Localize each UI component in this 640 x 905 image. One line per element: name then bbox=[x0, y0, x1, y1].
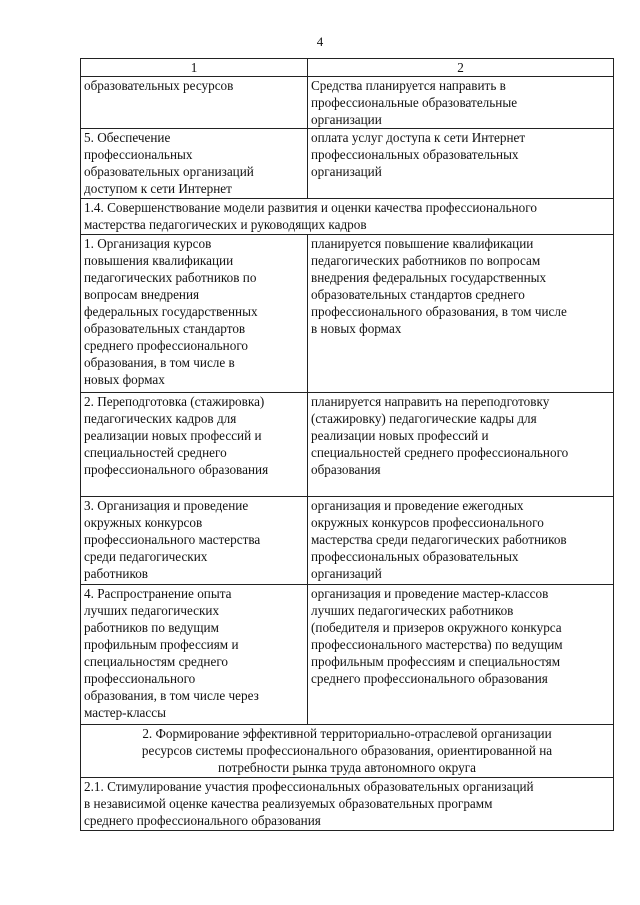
table-row bbox=[81, 497, 614, 585]
table-cell-col-1: 3. Организация и проведение окружных конкурсов профессионального мастерства среди педагогических работников bbox=[81, 497, 308, 585]
table-cell-col-2: организация и проведение мастер-классов лучших педагогических работников (победителя и призеров окружного конкурса профессионального мастерства) по ведущим профильным профессиям и специальностям среднего профессионального образования bbox=[308, 585, 614, 725]
table-cell-col-1: образовательных ресурсов bbox=[81, 77, 308, 129]
table-row bbox=[81, 393, 614, 497]
table-cell-col-1: 2. Переподготовка (стажировка) педагогических кадров для реализации новых профессий и специальностей среднего профессионального образования bbox=[81, 393, 308, 497]
table-header-row bbox=[81, 59, 614, 77]
table-cell-col-2: планируется повышение квалификации педагогических работников по вопросам внедрения федеральных государственных образовательных стандартов среднего профессионального образования, в том числе в новых формах bbox=[308, 235, 614, 393]
header-col-1: 1 bbox=[81, 59, 308, 77]
section-heading-2: 2. Формирование эффективной территориально-отраслевой организации ресурсов системы профессионального образования, ориентированной на потребности рынка труда автономного округа bbox=[81, 725, 614, 778]
table-row bbox=[81, 129, 614, 199]
document-table bbox=[80, 58, 614, 831]
table-row bbox=[81, 585, 614, 725]
table-cell-col-2: Средства планируется направить в профессиональные образовательные организации bbox=[308, 77, 614, 129]
section-heading-row bbox=[81, 725, 614, 778]
section-heading-row bbox=[81, 199, 614, 235]
table-cell-col-2: планируется направить на переподготовку (стажировку) педагогические кадры для реализации новых профессий и специальностей среднего профессионального образования bbox=[308, 393, 614, 497]
table-row bbox=[81, 77, 614, 129]
table-cell-col-1: 4. Распространение опыта лучших педагогических работников по ведущим профильным профессиям и специальностям среднего профессионального образования, в том числе через мастер-классы bbox=[81, 585, 308, 725]
page-number: 4 bbox=[316, 34, 324, 49]
table-cell-col-1: 5. Обеспечение профессиональных образовательных организаций доступом к сети Интернет bbox=[81, 129, 308, 199]
section-heading-1-4: 1.4. Совершенствование модели развития и оценки качества профессионального мастерства педагогических и руководящих кадров bbox=[81, 199, 614, 235]
table-row bbox=[81, 235, 614, 393]
section-heading-row bbox=[81, 778, 614, 831]
table-cell-col-2: оплата услуг доступа к сети Интернет профессиональных образовательных организаций bbox=[308, 129, 614, 199]
header-col-2: 2 bbox=[308, 59, 614, 77]
table-cell-col-1: 1. Организация курсов повышения квалификации педагогических работников по вопросам внедрения федеральных государственных образовательных стандартов среднего профессионального образования, в том числе в новых формах bbox=[81, 235, 308, 393]
section-heading-2-1: 2.1. Стимулирование участия профессиональных образовательных организаций в независимой оценке качества реализуемых образовательных программ среднего профессионального образования bbox=[81, 778, 614, 831]
table-cell-col-2: организация и проведение ежегодных окружных конкурсов профессионального мастерства среди педагогических работников профессиональных образовательных организаций bbox=[308, 497, 614, 585]
